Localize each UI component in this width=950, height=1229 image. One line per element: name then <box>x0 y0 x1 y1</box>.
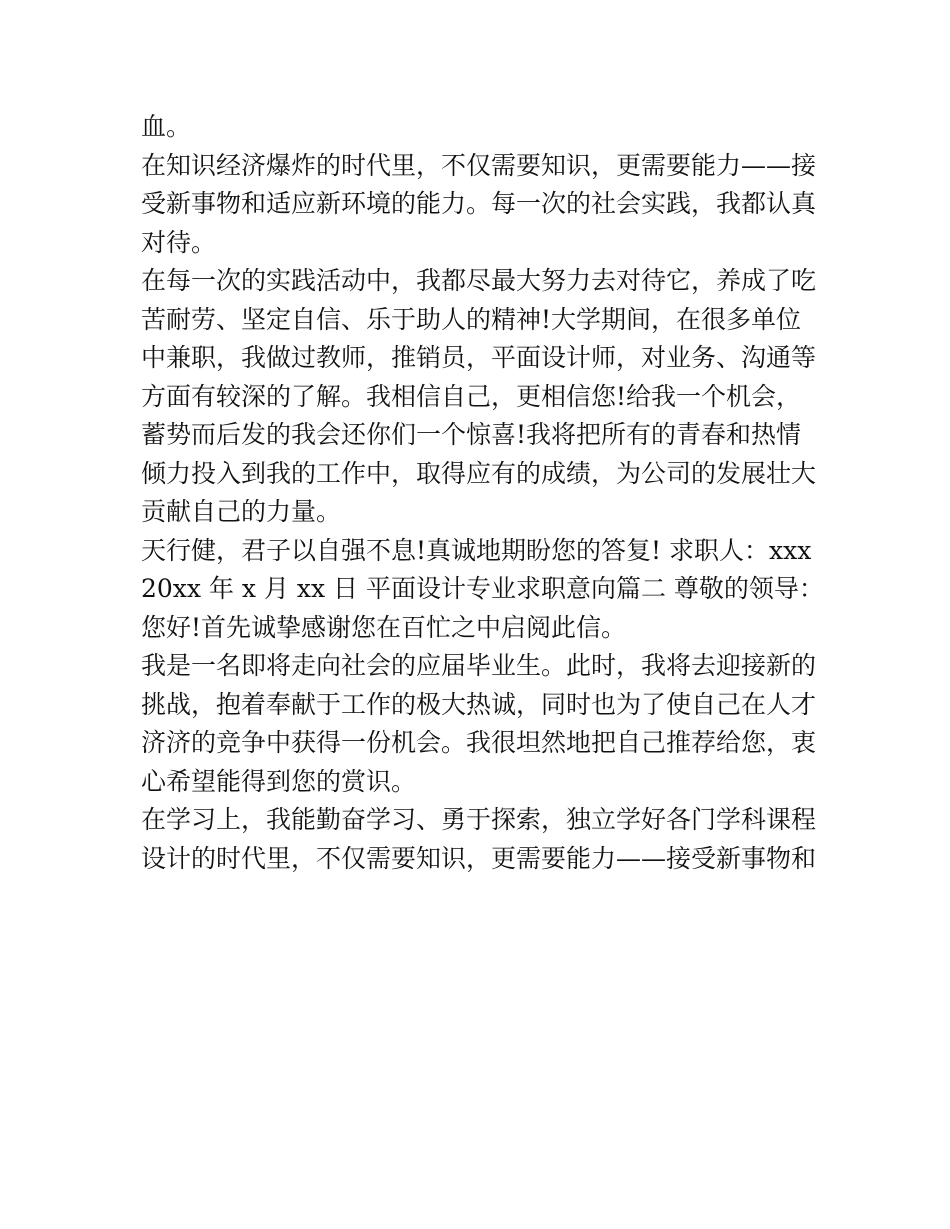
text-line: 在学习上，我能勤奋学习、勇于探索，独立学好各门学科课程 <box>141 805 817 834</box>
text-line: 在知识经济爆炸的时代里，不仅需要知识，更需要能力——接 <box>141 150 817 180</box>
text-line: 济济的竞争中获得一份机会。我很坦然地把自己推荐给您，衷 <box>141 728 817 757</box>
text-line: 中兼职，我做过教师，推销员，平面设计师，对业务、沟通等 <box>141 343 817 372</box>
text-line: 蓄势而后发的我会还你们一个惊喜!我将把所有的青春和热情 <box>141 420 802 449</box>
text-line: 倾力投入到我的工作中，取得应有的成绩，为公司的发展壮大 <box>141 458 817 488</box>
document-body <box>141 108 824 878</box>
text-line: 挑战，抱着奉献于工作的极大热诚，同时也为了使自己在人才 <box>141 689 817 719</box>
text-line: 贡献自己的力量。 <box>141 497 342 526</box>
text-line: 受新事物和适应新环境的能力。每一次的社会实践，我都认真 <box>141 189 817 218</box>
text-line: 您好!首先诚挚感谢您在百忙之中启阅此信。 <box>141 612 627 642</box>
text-line: 方面有较深的了解。我相信自己，更相信您!给我一个机会， <box>141 381 802 411</box>
text-line: 设计的时代里，不仅需要知识，更需要能力——接受新事物和 <box>141 843 817 873</box>
text-line: 20xx 年 x 月 xx 日 平面设计专业求职意向篇二 尊敬的领导： <box>141 574 824 603</box>
text-line: 我是一名即将走向社会的应届毕业生。此时，我将去迎接新的 <box>141 651 817 680</box>
text-line: 心希望能得到您的赏识。 <box>141 766 417 796</box>
text-line: 苦耐劳、坚定自信、乐于助人的精神!大学期间，在很多单位 <box>141 304 802 334</box>
text-line: 天行健，君子以自强不息!真诚地期盼您的答复! 求职人：xxx <box>141 535 812 565</box>
text-line: 血。 <box>141 112 192 141</box>
text-line: 在每一次的实践活动中，我都尽最大努力去对待它，养成了吃 <box>141 266 817 295</box>
text-line: 对待。 <box>141 227 217 257</box>
